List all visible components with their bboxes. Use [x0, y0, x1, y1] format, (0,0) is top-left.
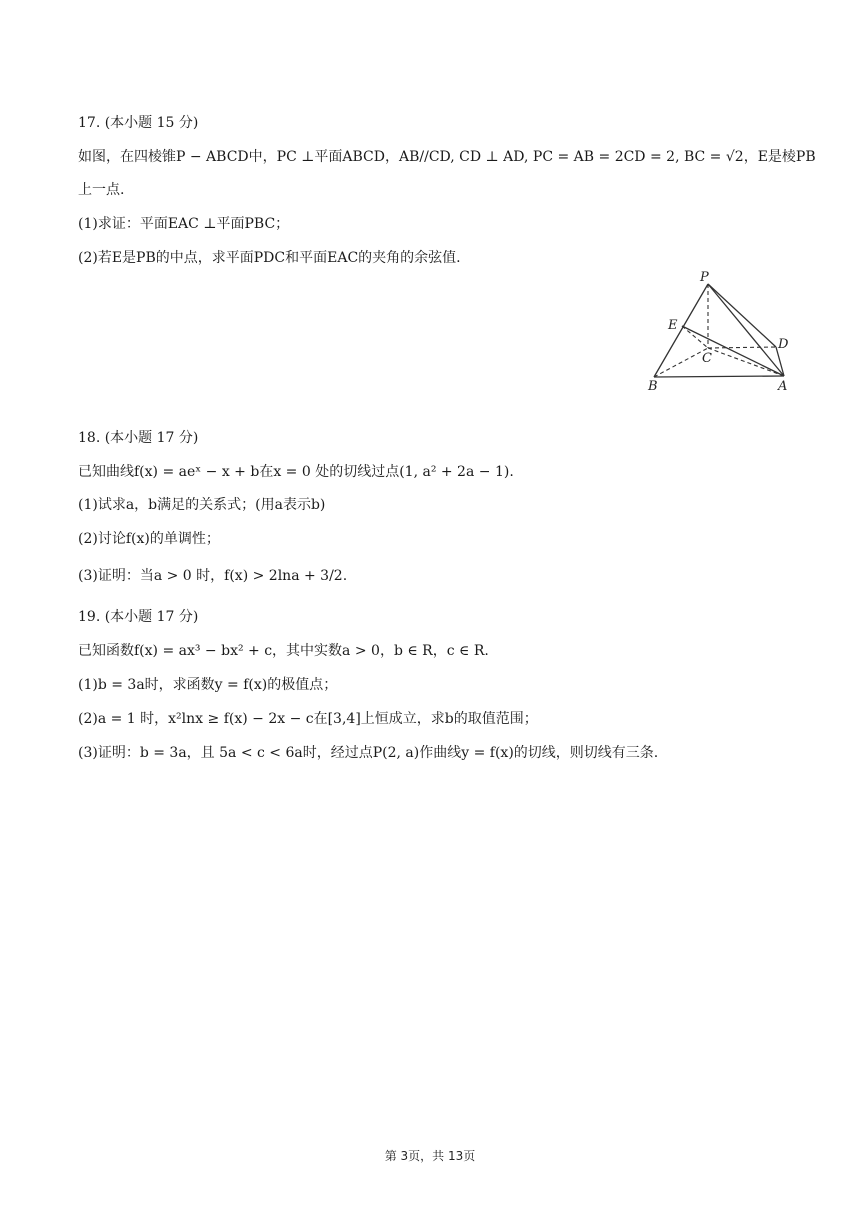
edge-PA — [708, 284, 784, 376]
edge-CD — [708, 347, 776, 348]
q17-stem-line2: 上一点. — [78, 182, 125, 198]
q17-part1: (1)求证：平面EAC ⊥平面PBC； — [78, 216, 290, 232]
q17-heading: 17. (本小题 15 分) — [78, 115, 199, 131]
q19-part3: (3)证明：b = 3a，且 5a < c < 6a时，经过点P(2, a)作曲线y = f(x)的切线，则切线有三条. — [78, 745, 659, 761]
edge-PD — [708, 284, 776, 347]
q19-heading: 19. (本小题 17 分) — [78, 609, 199, 625]
q19-part2: (2)a = 1 时，x²lnx ≥ f(x) − 2x − c在[3,4]上恒成立，求b的取值范围； — [78, 711, 538, 727]
edge-BA — [654, 376, 784, 377]
label-A: A — [778, 379, 788, 394]
q19-part1: (1)b = 3a时，求函数y = f(x)的极值点； — [78, 677, 338, 693]
pyramid-figure — [640, 268, 800, 394]
page-footer: 第 3页，共 13页 — [384, 1149, 476, 1163]
edge-EA — [682, 326, 784, 376]
q18-heading: 18. (本小题 17 分) — [78, 430, 199, 446]
label-D: D — [778, 337, 789, 352]
label-E: E — [668, 318, 678, 333]
label-C: C — [702, 351, 712, 366]
q18-part3: (3)证明：当a > 0 时，f(x) > 2lna + 3/2. — [78, 568, 348, 584]
q19-stem: 已知函数f(x) = ax³ − bx² + c，其中实数a > 0，b ∈ R，c ∈ R. — [78, 643, 489, 659]
q18-stem: 已知曲线f(x) = aeˣ − x + b在x = 0 处的切线过点(1, a² + 2a − 1). — [78, 464, 514, 480]
q18-part1: (1)试求a，b满足的关系式；(用a表示b) — [78, 497, 326, 513]
label-B: B — [648, 379, 658, 394]
q17-stem-line1: 如图，在四棱锥P − ABCD中，PC ⊥平面ABCD，AB//CD, CD ⊥ AD, PC = AB = 2CD = 2, BC = √2，E是棱PB — [78, 149, 816, 165]
q18-part2: (2)讨论f(x)的单调性； — [78, 531, 220, 547]
label-P: P — [700, 270, 709, 285]
q17-part2: (2)若E是PB的中点，求平面PDC和平面EAC的夹角的余弦值. — [78, 250, 461, 266]
